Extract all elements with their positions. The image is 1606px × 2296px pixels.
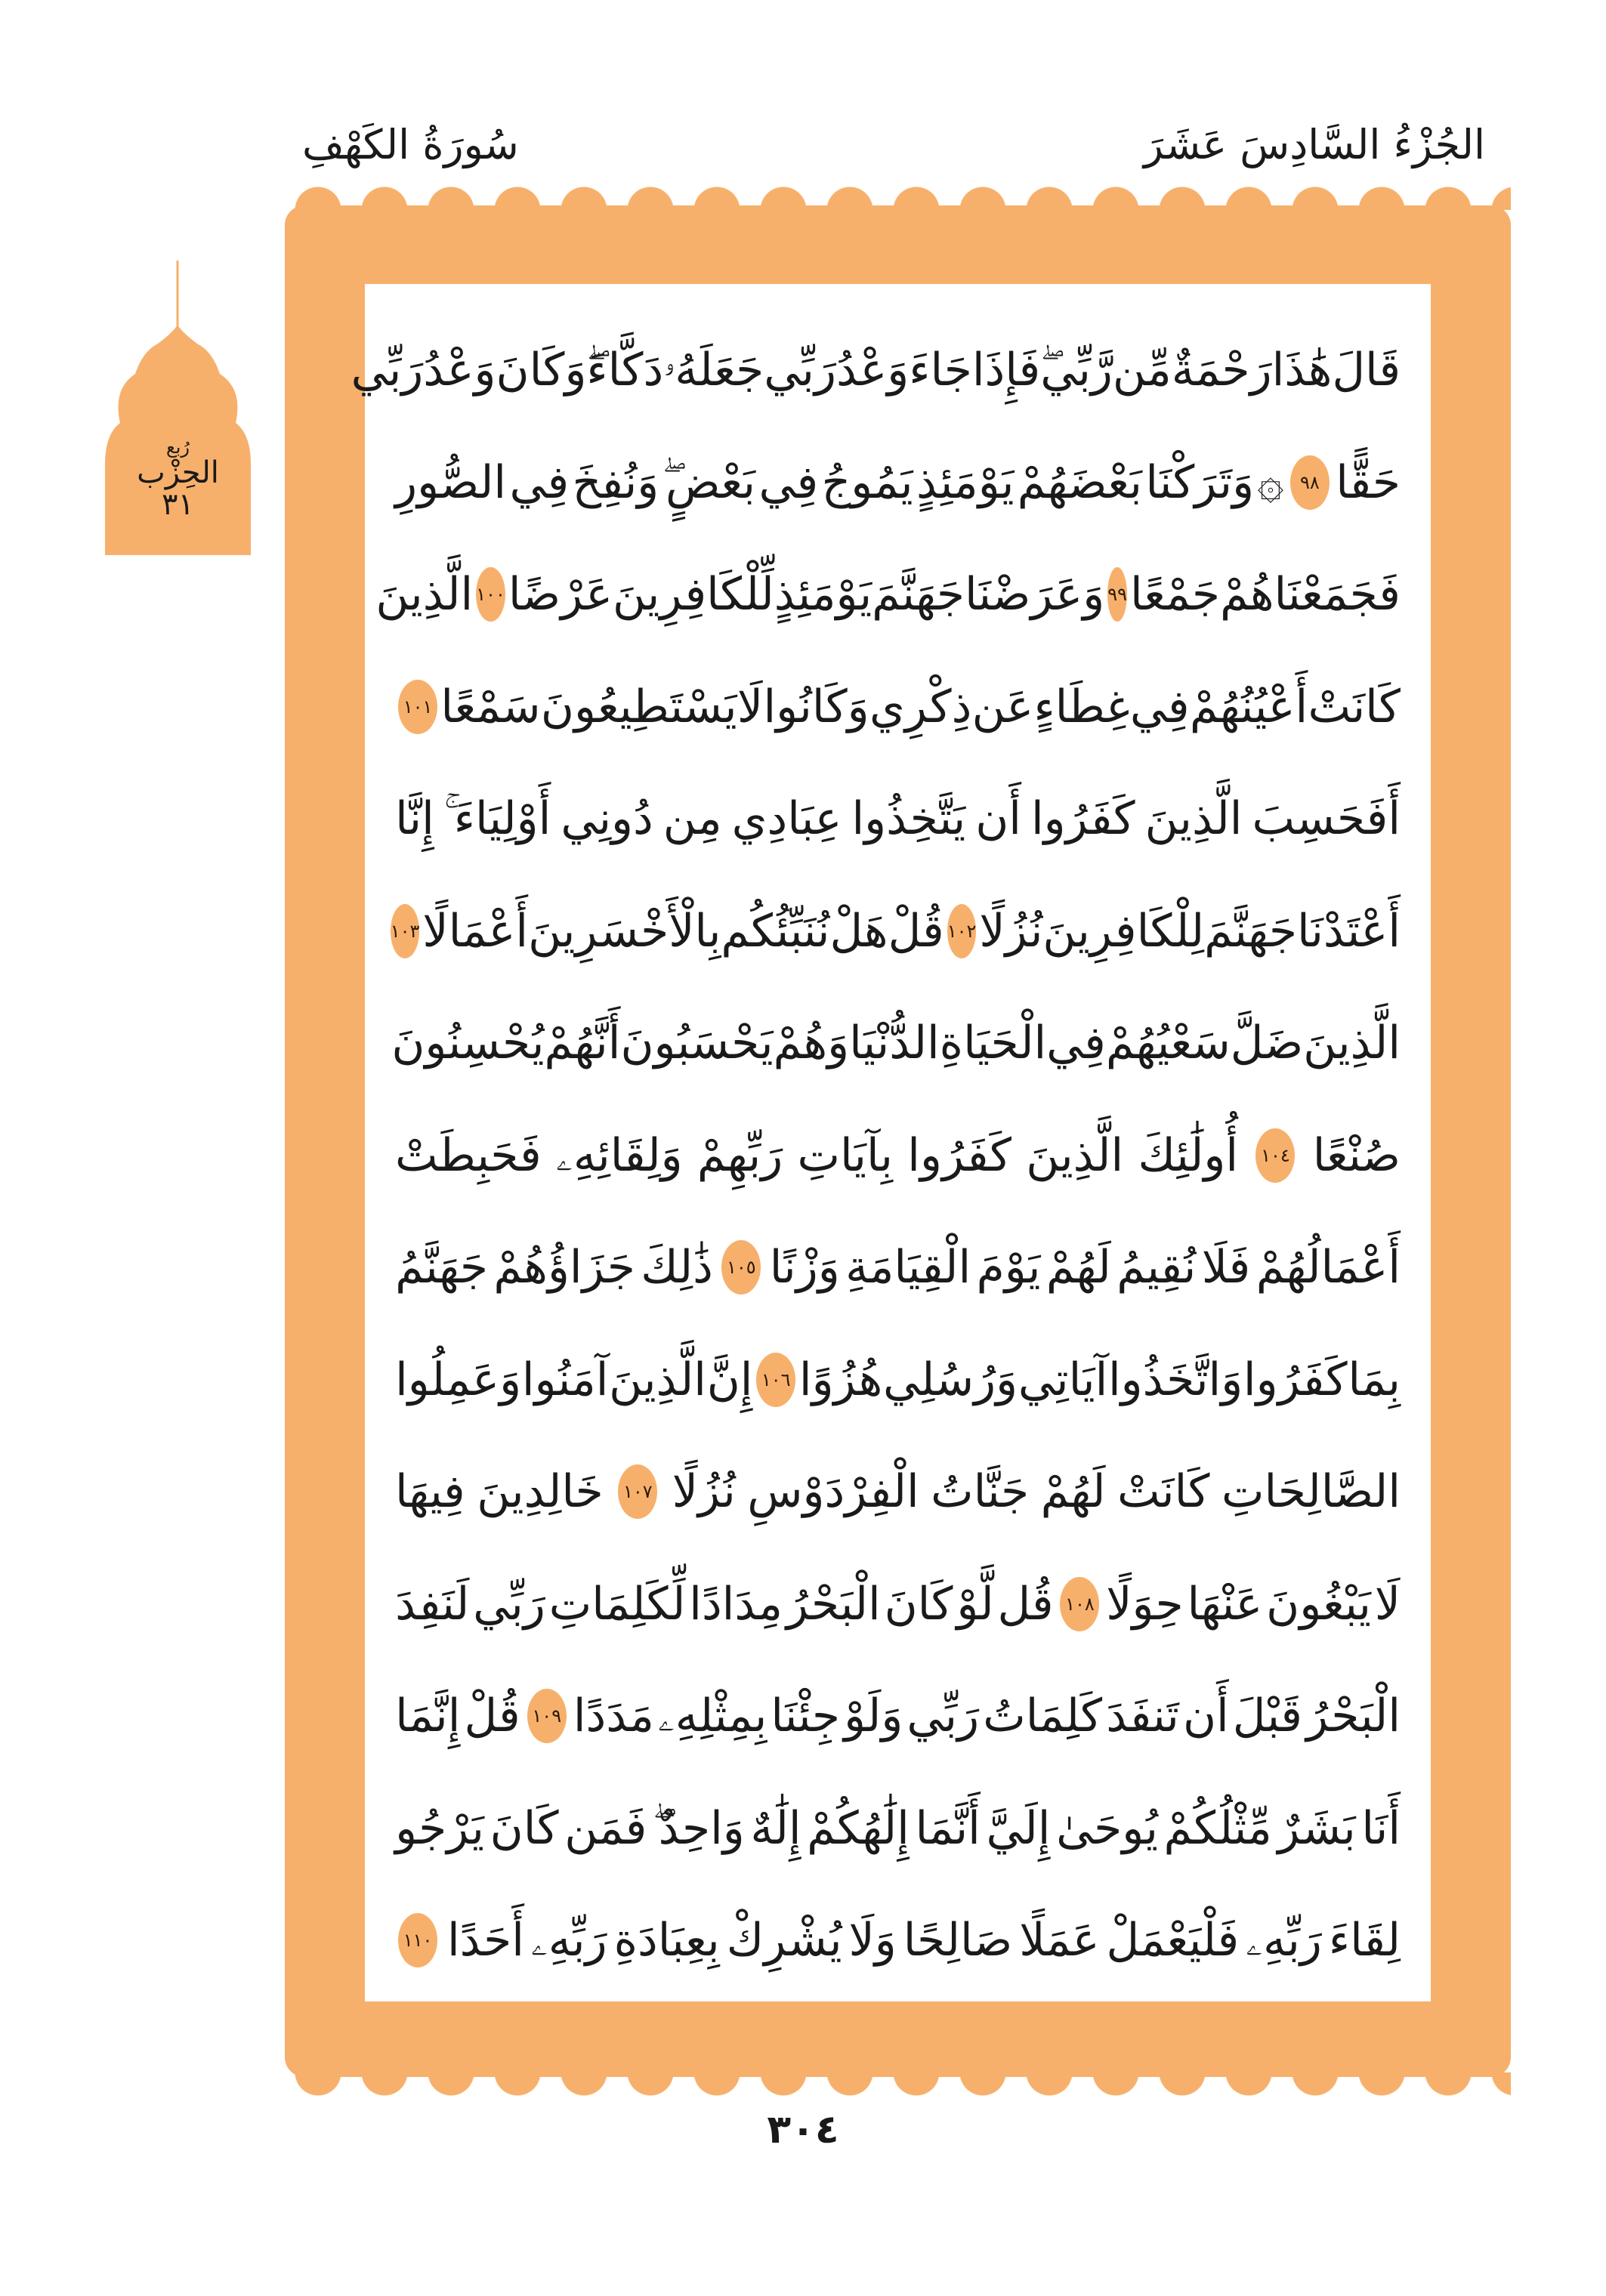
- word: بِمَا: [1348, 1353, 1401, 1406]
- word: يَتَّخِذُوا: [851, 792, 966, 846]
- word: الْحَيَاةِ: [939, 1017, 1047, 1070]
- ayah-number-marker: ١٠٣: [391, 904, 420, 958]
- ayah-number-marker: ١٠٧: [618, 1464, 657, 1519]
- word: لَهُمْ: [1040, 1465, 1106, 1519]
- word: هَلْ: [829, 904, 888, 958]
- word: أَعْمَالُهُمْ: [1255, 1241, 1401, 1295]
- word: وَكَانُوا: [763, 680, 869, 733]
- word: فِي: [758, 455, 819, 509]
- hizb-label: [105, 437, 251, 523]
- word: إِنَّمَا: [395, 1690, 461, 1743]
- word: فَلَا: [1201, 1241, 1251, 1295]
- word: وَعَرَضْنَا: [964, 568, 1105, 622]
- word: غِطَاءٍ: [1033, 680, 1130, 733]
- word: جَمْعًا: [1129, 568, 1220, 622]
- ayah-number-marker: ١٠٥: [721, 1240, 761, 1295]
- hizb-word: الحِزْب: [137, 455, 219, 491]
- word: جِئْنَا: [771, 1690, 840, 1743]
- juz-title: الجُزْءُ السَّادِسَ عَشَرَ: [1143, 121, 1485, 168]
- word: بَعْضٍ: [665, 455, 756, 509]
- word: لِّلْكَافِرِينَ: [613, 568, 774, 622]
- word: وَهُمْ: [773, 1017, 850, 1070]
- word: كَانَتْ: [1116, 1465, 1210, 1519]
- text-line: [395, 1436, 1401, 1548]
- ayah-number-marker: ١٠٠: [476, 567, 505, 622]
- word: الصُّورِ: [395, 455, 507, 509]
- text-line: [395, 763, 1401, 875]
- word: يَبْغُونَ: [1266, 1577, 1371, 1631]
- text-line: [390, 875, 1401, 988]
- word: يَمُوجُ: [821, 455, 913, 509]
- word: جَهَنَّمَ: [1204, 904, 1297, 958]
- word: ۞: [1257, 455, 1284, 509]
- word: أَنَّمَا: [915, 1801, 981, 1855]
- word: فِي: [1046, 1017, 1106, 1070]
- word: حِوَلًا: [1106, 1577, 1184, 1631]
- text-line: [395, 1324, 1401, 1437]
- word: لِقَاءَ: [1328, 1914, 1401, 1967]
- word: لَا: [1374, 1577, 1401, 1631]
- word: جَهَنَّمَ: [872, 568, 965, 622]
- word: أَن: [975, 792, 1021, 846]
- word: يَرْجُو: [395, 1801, 484, 1855]
- word: دَكَّاءَ: [586, 344, 664, 397]
- text-line: [395, 1660, 1401, 1773]
- word: بَعْضَهُمْ: [1017, 455, 1142, 509]
- word: عَنْهَا: [1187, 1577, 1263, 1631]
- word: لِّكَلِمَاتِ: [548, 1577, 686, 1631]
- word: وَعْدُ: [423, 344, 496, 397]
- hizb-quarter: رُبع: [165, 437, 190, 458]
- word: نُزُلًا: [979, 904, 1043, 958]
- word: فَإِذَا: [971, 344, 1041, 397]
- word: يَوْمَئِذٍ: [916, 455, 1015, 509]
- text-line: [391, 987, 1401, 1100]
- ayah-number-marker: ١٠٨: [1060, 1577, 1099, 1631]
- word: هَٰذَا: [1271, 344, 1333, 397]
- word: فَحَبِطَتْ: [395, 1128, 542, 1182]
- word: الْبَحْرُ: [786, 1577, 881, 1631]
- word: خَالِدِينَ: [477, 1465, 604, 1519]
- word: كَانَ: [884, 1577, 953, 1631]
- word: جَاءَ: [909, 344, 972, 397]
- word: عَن: [971, 680, 1034, 733]
- word: قَالَ: [1332, 344, 1401, 397]
- word: فِي: [509, 455, 570, 509]
- word: رَبِّي: [764, 344, 836, 397]
- word: آيَاتِي: [1018, 1353, 1108, 1406]
- word: أَنَّهُمْ: [544, 1017, 621, 1070]
- text-line: [395, 1884, 1401, 1997]
- word: الْقِيَامَةِ: [845, 1241, 971, 1295]
- word: ذِكْرِي: [869, 680, 972, 733]
- word: بِآيَاتِ: [797, 1128, 893, 1182]
- word: أَفَحَسِبَ: [1252, 792, 1401, 846]
- word: نُنَبِّئُكُم: [721, 904, 830, 958]
- word: قُلْ: [464, 1690, 520, 1743]
- word: رَبِّهِمْ: [696, 1128, 783, 1182]
- word: الدُّنْيَا: [849, 1017, 940, 1070]
- word: فَلْيَعْمَلْ: [1106, 1914, 1240, 1967]
- word: وَتَرَكْنَا: [1145, 455, 1255, 509]
- word: أُولَٰئِكَ: [1138, 1128, 1239, 1182]
- word: الصَّالِحَاتِ: [1221, 1465, 1401, 1519]
- word: يَحْسَبُونَ: [620, 1017, 774, 1070]
- word: سَمْعًا: [440, 680, 541, 733]
- word: وَلَا: [848, 1914, 897, 1967]
- text-line: [351, 314, 1401, 427]
- text-line: [395, 1100, 1401, 1212]
- word: تَنفَدَ: [1106, 1690, 1179, 1743]
- word: مَدَدًا: [573, 1690, 654, 1743]
- word: وَكَانَ: [496, 344, 587, 397]
- text-line: [375, 539, 1401, 651]
- word: وَعَمِلُوا: [395, 1353, 522, 1406]
- word: آمَنُوا: [521, 1353, 609, 1406]
- word: سَعْيُهُمْ: [1105, 1017, 1231, 1070]
- word: بَشَرٌ: [1277, 1801, 1356, 1855]
- word: ذَٰلِكَ: [641, 1241, 713, 1295]
- word: لَنَفِدَ: [395, 1577, 470, 1631]
- word: رَبِّهِۦ: [530, 1914, 607, 1967]
- word: أَعْمَالًا: [422, 904, 529, 958]
- word: مِن: [662, 792, 722, 846]
- ayah-number-marker: ٩٨: [1290, 455, 1330, 510]
- word: عَرْضًا: [508, 568, 613, 622]
- word: أَعْتَدْنَا: [1296, 904, 1401, 958]
- word: جَعَلَهُۥ: [663, 344, 764, 397]
- word: إِنَّ: [706, 1353, 753, 1406]
- word: جَهَنَّمُ: [395, 1241, 488, 1295]
- word: وَرُسُلِي: [883, 1353, 1018, 1406]
- word: صَالِحًا: [903, 1914, 1013, 1967]
- word: بِالْأَخْسَرِينَ: [528, 904, 721, 958]
- word: الَّذِينَ: [1303, 1017, 1401, 1070]
- page-number: ٣٠٤: [767, 2107, 839, 2152]
- text-line: [395, 1773, 1401, 1885]
- ayah-number-marker: ١٠٦: [756, 1353, 795, 1407]
- text-panel: [351, 284, 1431, 2001]
- word: إِلَٰهُكُمْ: [807, 1801, 910, 1855]
- word: كَلِمَاتُ: [983, 1690, 1103, 1743]
- word: يَسْتَطِيعُونَ: [540, 680, 737, 733]
- word: وَنُفِخَ: [572, 455, 659, 509]
- surah-title: سُورَةُ الكَهْفِ: [302, 121, 519, 168]
- word: يَوْمَئِذٍ: [774, 568, 872, 622]
- word: إِنَّا: [395, 792, 434, 846]
- ayah-number-marker: ١١٠: [398, 1913, 437, 1967]
- word: الَّذِينَ: [1026, 1128, 1124, 1182]
- ayah-number-marker: ١٠٩: [527, 1689, 567, 1743]
- word: الْبَحْرُ: [1306, 1690, 1401, 1743]
- word: وَعْدُ: [835, 344, 910, 397]
- word: قُل: [997, 1577, 1054, 1631]
- ayah-number-marker: ١٠٢: [947, 904, 977, 958]
- word: فِي: [1129, 680, 1190, 733]
- word: بِعِبَادَةِ: [613, 1914, 720, 1967]
- word: رَّبِّي: [1040, 344, 1113, 397]
- word: أَن: [1182, 1690, 1229, 1743]
- word: رَبِّي: [351, 344, 424, 397]
- text-line: [395, 651, 1401, 764]
- word: الَّذِينَ: [375, 568, 474, 622]
- word: ضَلَّ: [1230, 1017, 1304, 1070]
- ayah-number-marker: ١٠٤: [1255, 1128, 1295, 1183]
- word: كَفَرُوا: [907, 1128, 1011, 1182]
- word: صُنْعًا: [1312, 1128, 1401, 1182]
- word: وَاحِدٌ: [658, 1801, 745, 1855]
- word: وَلِقَائِهِۦ: [556, 1128, 683, 1182]
- word: رَبِّي: [473, 1577, 545, 1631]
- word: أَوْلِيَاءَ: [453, 792, 551, 846]
- word: كَانَتْ: [1308, 680, 1401, 733]
- word: لَهُمْ: [1045, 1241, 1111, 1295]
- word: مِّثْلُكُمْ: [1163, 1801, 1272, 1855]
- word: يُحْسِنُونَ: [391, 1017, 545, 1070]
- word: نُقِيمُ: [1116, 1241, 1197, 1295]
- word: رَبِّي: [906, 1690, 980, 1743]
- word: يُوحَىٰ: [1056, 1801, 1158, 1855]
- word: كَفَرُوا: [1243, 1353, 1348, 1406]
- word: فَمَن: [564, 1801, 647, 1855]
- word: دُونِي: [561, 792, 653, 846]
- word: أَعْيُنُهُمْ: [1189, 680, 1308, 733]
- word: لَّوْ: [956, 1577, 994, 1631]
- word: فَجَمَعْنَاهُمْ: [1219, 568, 1401, 622]
- word: هُزُوًا: [798, 1353, 883, 1406]
- text-line: [395, 1548, 1401, 1661]
- word: مِدَادًا: [689, 1577, 783, 1631]
- page-frame: [285, 205, 1511, 2077]
- word: أَحَدًا: [447, 1914, 524, 1967]
- word: أَنَا: [1361, 1801, 1401, 1855]
- word: الَّذِينَ: [609, 1353, 706, 1406]
- word: بِمِثْلِهِۦ: [657, 1690, 767, 1743]
- word: مِّن: [1112, 344, 1172, 397]
- word: قُلْ: [888, 904, 944, 958]
- ayah-number-marker: ٩٩: [1107, 567, 1127, 622]
- word: إِلَٰهٌ: [750, 1801, 801, 1855]
- word: كَفَرُوا: [1030, 792, 1135, 846]
- word: نُزُلًا: [672, 1465, 736, 1519]
- word: رَحْمَةٌ: [1171, 344, 1272, 397]
- word: عِبَادِي: [731, 792, 842, 846]
- word: قَبْلَ: [1232, 1690, 1302, 1743]
- word: جَنَّاتُ: [931, 1465, 1030, 1519]
- word: يَوْمَ: [976, 1241, 1041, 1295]
- word: حَقًّا: [1336, 455, 1401, 509]
- word: عَمَلًا: [1019, 1914, 1100, 1967]
- word: إِلَيَّ: [986, 1801, 1051, 1855]
- text-line: [395, 427, 1401, 539]
- word: وَزْنًا: [769, 1241, 840, 1295]
- text-line: [395, 1211, 1401, 1324]
- word: الْفِرْدَوْسِ: [747, 1465, 919, 1519]
- word: جَزَاؤُهُمْ: [493, 1241, 635, 1295]
- word: لَا: [737, 680, 764, 733]
- word: كَانَ: [490, 1801, 559, 1855]
- word: يُشْرِكْ: [726, 1914, 842, 1967]
- word: وَلَوْ: [844, 1690, 903, 1743]
- word: الَّذِينَ: [1144, 792, 1243, 846]
- word: فِيهَا: [395, 1465, 465, 1519]
- word: رَبِّهِۦ: [1246, 1914, 1322, 1967]
- quran-text: [351, 314, 1401, 1997]
- ayah-number-marker: ١٠١: [398, 680, 437, 734]
- hizb-number: ٣١: [162, 487, 194, 523]
- word: وَاتَّخَذُوا: [1107, 1353, 1243, 1406]
- word: لِلْكَافِرِينَ: [1042, 904, 1205, 958]
